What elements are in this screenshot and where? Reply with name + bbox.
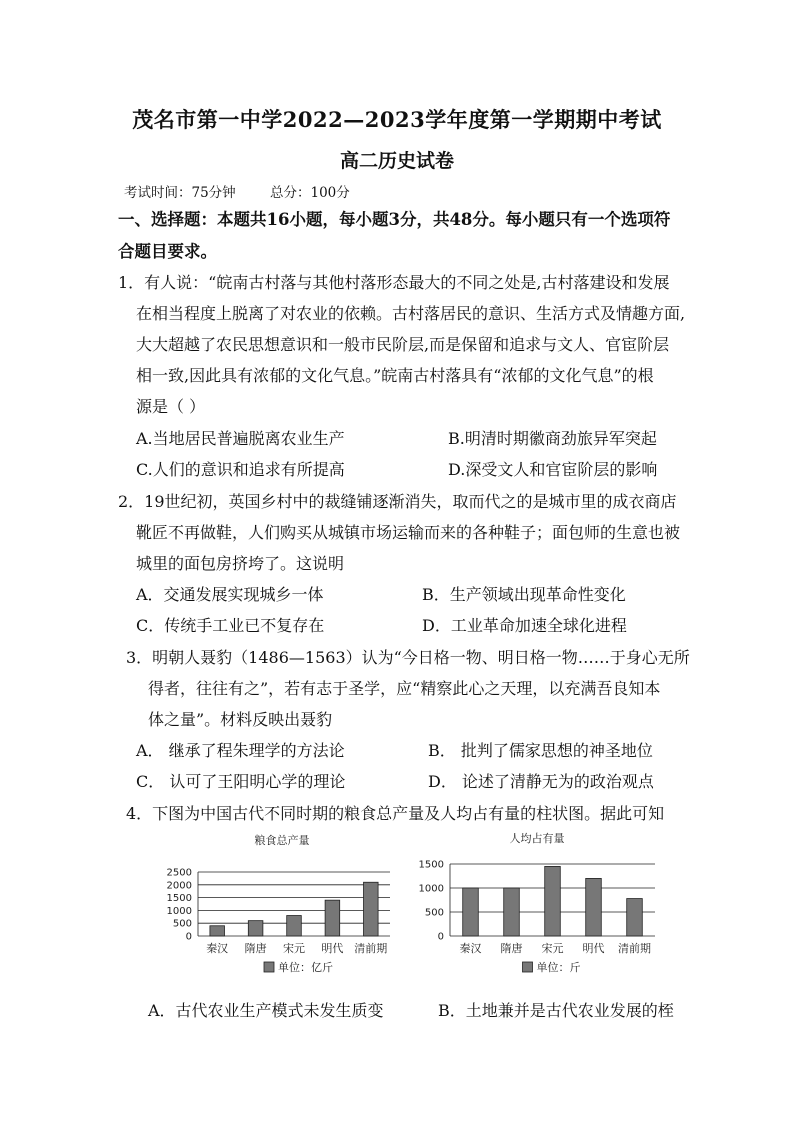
exam-time: 考试时间：75分钟: [124, 185, 236, 201]
x-tick-label: 秦汉: [206, 942, 229, 955]
bar: [504, 888, 520, 936]
q3-option-b: B． 批判了儒家思想的神圣地位: [428, 741, 653, 760]
y-tick-label: 2000: [166, 880, 192, 892]
chart-per-capita: [419, 831, 655, 974]
legend-swatch: [523, 962, 533, 972]
q3-line: 3．明朝人聂豹（1486—1563）认为“今日格一物、明日格一物……于身心无所: [126, 648, 690, 667]
q2-option-c: C．传统手工业已不复存在: [136, 616, 325, 635]
bar: [325, 900, 340, 936]
chart-grain-total: [167, 833, 390, 974]
section-heading-line2: 合题目要求。: [118, 242, 217, 261]
q1-option-c: C.人们的意识和追求有所提高: [136, 460, 345, 479]
y-tick-label: 1500: [418, 859, 444, 871]
legend-label: 单位：亿斤: [278, 961, 333, 974]
bar: [210, 926, 225, 936]
x-tick-label: 明代: [582, 942, 605, 955]
x-tick-label: 秦汉: [459, 942, 482, 955]
x-tick-label: 隋唐: [500, 942, 523, 955]
x-tick-label: 隋唐: [244, 942, 267, 955]
y-tick-label: 500: [172, 918, 192, 930]
y-tick-label: 1500: [166, 893, 192, 905]
bar: [586, 878, 602, 936]
q3-option-a: A． 继承了程朱理学的方法论: [136, 741, 345, 760]
q2-option-b: B．生产领域出现革命性变化: [422, 585, 626, 604]
q3-option-c: C． 认可了王阳明心学的理论: [136, 772, 346, 791]
q2-line: 靴匠不再做鞋，人们购买从城镇市场运输而来的各种鞋子；面包师的生意也被: [136, 523, 681, 542]
y-tick-label: 2500: [166, 867, 192, 879]
bar: [364, 882, 379, 936]
bar: [463, 888, 479, 936]
q1-line: 在相当程度上脱离了对农业的依赖。古村落居民的意识、生活方式及情趣方面,: [136, 304, 686, 323]
bar: [248, 921, 263, 936]
chart-title: 人均占有量: [509, 832, 565, 845]
q2-option-a: A．交通发展实现城乡一体: [136, 585, 324, 604]
x-tick-label: 宋元: [541, 942, 564, 955]
bar-charts: [150, 828, 670, 988]
q1-line: 大大超越了农民思想意识和一般市民阶层,而是保留和追求与文人、官宦阶层: [136, 335, 670, 354]
x-tick-label: 清前期: [618, 942, 651, 955]
y-tick-label: 0: [437, 931, 444, 943]
legend-label: 单位：斤: [536, 961, 581, 974]
q3-option-d: D． 论述了清静无为的政治观点: [428, 772, 654, 791]
x-tick-label: 宋元: [283, 942, 305, 955]
exam-title: 茂名市第一中学2022—2023学年度第一学期期中考试: [132, 107, 662, 132]
q1-option-d: D.深受文人和官宦阶层的影响: [448, 460, 658, 479]
q1-option-b: B.明清时期徽商劲旅异军突起: [448, 429, 657, 448]
q3-line: 体之量”。材料反映出聂豹: [148, 710, 333, 729]
x-tick-label: 明代: [321, 942, 344, 955]
y-tick-label: 1000: [166, 905, 192, 917]
q2-line: 城里的面包房挤垮了。这说明: [136, 554, 345, 573]
section-heading-line1: 一、选择题：本题共16小题，每小题3分，共48分。每小题只有一个选项符: [118, 210, 671, 229]
q4-line: 4．下图为中国古代不同时期的粮食总产量及人均占有量的柱状图。据此可知: [126, 804, 665, 823]
exam-meta: [124, 181, 350, 201]
chart-title: 粮食总产量: [254, 834, 310, 847]
q1-line: 1．有人说：“皖南古村落与其他村落形态最大的不同之处是,古村落建设和发展: [118, 273, 670, 292]
q4-option-a: A．古代农业生产模式未发生质变: [148, 1001, 384, 1020]
exam-subtitle: 高二历史试卷: [339, 150, 454, 172]
q3-line: 得者，往往有之”，若有志于圣学，应“精察此心之天理，以充满吾良知本: [148, 679, 661, 698]
q2-option-d: D．工业革命加速全球化进程: [422, 616, 627, 635]
q1-line: 相一致,因此具有浓郁的文化气息。”皖南古村落具有“浓郁的文化气息”的根: [136, 366, 654, 385]
bar: [287, 916, 302, 936]
legend-swatch: [264, 962, 274, 972]
q1-option-a: A.当地居民普遍脱离农业生产: [136, 429, 345, 448]
y-tick-label: 0: [185, 931, 192, 943]
q2-line: 2．19世纪初，英国乡村中的裁缝铺逐渐消失，取而代之的是城市里的成衣商店: [118, 492, 677, 511]
x-tick-label: 清前期: [354, 942, 388, 955]
bar: [545, 866, 561, 936]
y-tick-label: 500: [424, 907, 444, 919]
exam-score: 总分：100分: [269, 185, 350, 201]
y-tick-label: 1000: [418, 883, 444, 895]
bar: [627, 899, 643, 936]
q1-line: 源是（ ）: [136, 397, 206, 416]
q4-option-b: B．土地兼并是古代农业发展的桎: [438, 1001, 674, 1020]
